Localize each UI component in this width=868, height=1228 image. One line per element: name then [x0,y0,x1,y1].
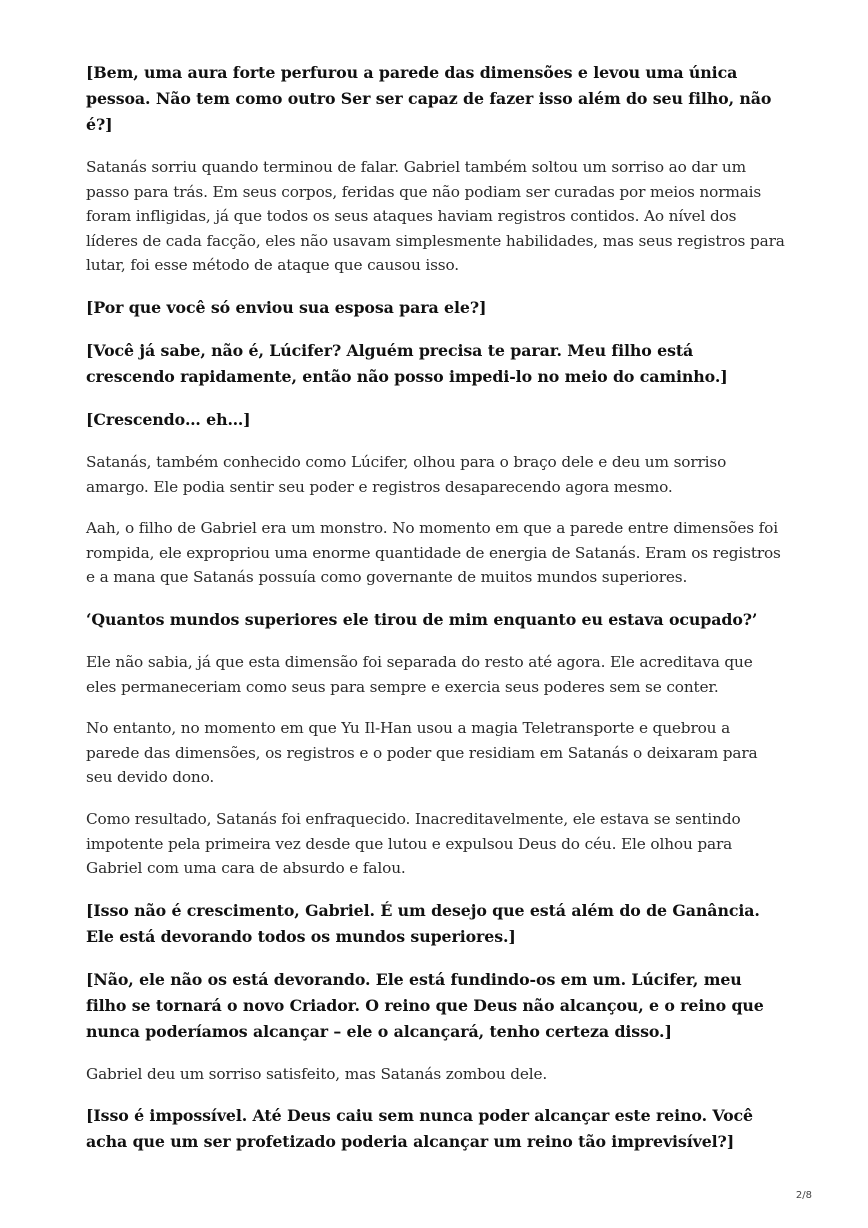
dialogue-paragraph: [Crescendo… eh…] [86,409,251,429]
document-page [86,60,786,1172]
dialogue-paragraph: [Não, ele não os está devorando. Ele está fundindo-os em um. Lúcifer, meu filho se tornará o novo Criador. O reino que Deus não alcançou, e o reino que nunca poderíamos alcançar – ele o alcançará, tenho certeza disso.] [86,969,764,1041]
narrative-paragraph: Satanás, também conhecido como Lúcifer, olhou para o braço dele e deu um sorriso amargo. Ele podia sentir seu poder e registros desaparecendo agora mesmo. [86,452,727,496]
narrative-paragraph: No entanto, no momento em que Yu Il-Han usou a magia Teletransporte e quebrou a parede das dimensões, os registros e o poder que residiam em Satanás o deixaram para seu devido dono. [86,719,758,787]
narrative-paragraph: Como resultado, Satanás foi enfraquecido. Inacreditavelmente, ele estava se sentindo impotente pela primeira vez desde que lutou e expulsou Deus do céu. Ele olhou para Gabriel com uma cara de absurdo e falou. [86,809,741,878]
dialogue-paragraph: [Isso é impossível. Até Deus caiu sem nunca poder alcançar este reino. Você acha que um ser profetizado poderia alcançar um reino tão imprevisível?] [86,1106,753,1152]
page-number: 2/8 [795,1190,812,1201]
narrative-paragraph: Satanás sorriu quando terminou de falar. Gabriel também soltou um sorriso ao dar um passo para trás. Em seus corpos, feridas que não podiam ser curadas por meios normais foram infligidas, já que todos os seus ataques haviam registros contidos. Ao nível dos líderes de cada facção, eles não usavam simplesmente habilidades, mas seus registros para lutar, foi esse método de ataque que causou isso. [86,158,785,275]
dialogue-paragraph: [Por que você só enviou sua esposa para ele?] [86,297,487,317]
narrative-paragraph: Gabriel deu um sorriso satisfeito, mas Satanás zombou dele. [86,1064,548,1083]
dialogue-paragraph: [Isso não é crescimento, Gabriel. É um desejo que está além do de Ganância. Ele está devorando todos os mundos superiores.] [86,900,760,946]
thought-paragraph: ‘Quantos mundos superiores ele tirou de mim enquanto eu estava ocupado?’ [86,609,758,629]
narrative-paragraph: Ele não sabia, já que esta dimensão foi separada do resto até agora. Ele acreditava que eles permaneceriam como seus para sempre e exercia seus poderes sem se conter. [86,652,753,696]
dialogue-paragraph: [Você já sabe, não é, Lúcifer? Alguém precisa te parar. Meu filho está crescendo rapidamente, então não posso impedi-lo no meio do caminho.] [86,340,728,386]
narrative-paragraph: Aah, o filho de Gabriel era um monstro. No momento em que a parede entre dimensões foi rompida, ele expropriou uma enorme quantidade de energia de Satanás. Eram os registros e a mana que Satanás possuía como governante de muitos mundos superiores. [86,519,781,587]
dialogue-paragraph: [Bem, uma aura forte perfurou a parede das dimensões e levou uma única pessoa. Não tem como outro Ser ser capaz de fazer isso além do seu filho, não é?] [86,63,772,134]
